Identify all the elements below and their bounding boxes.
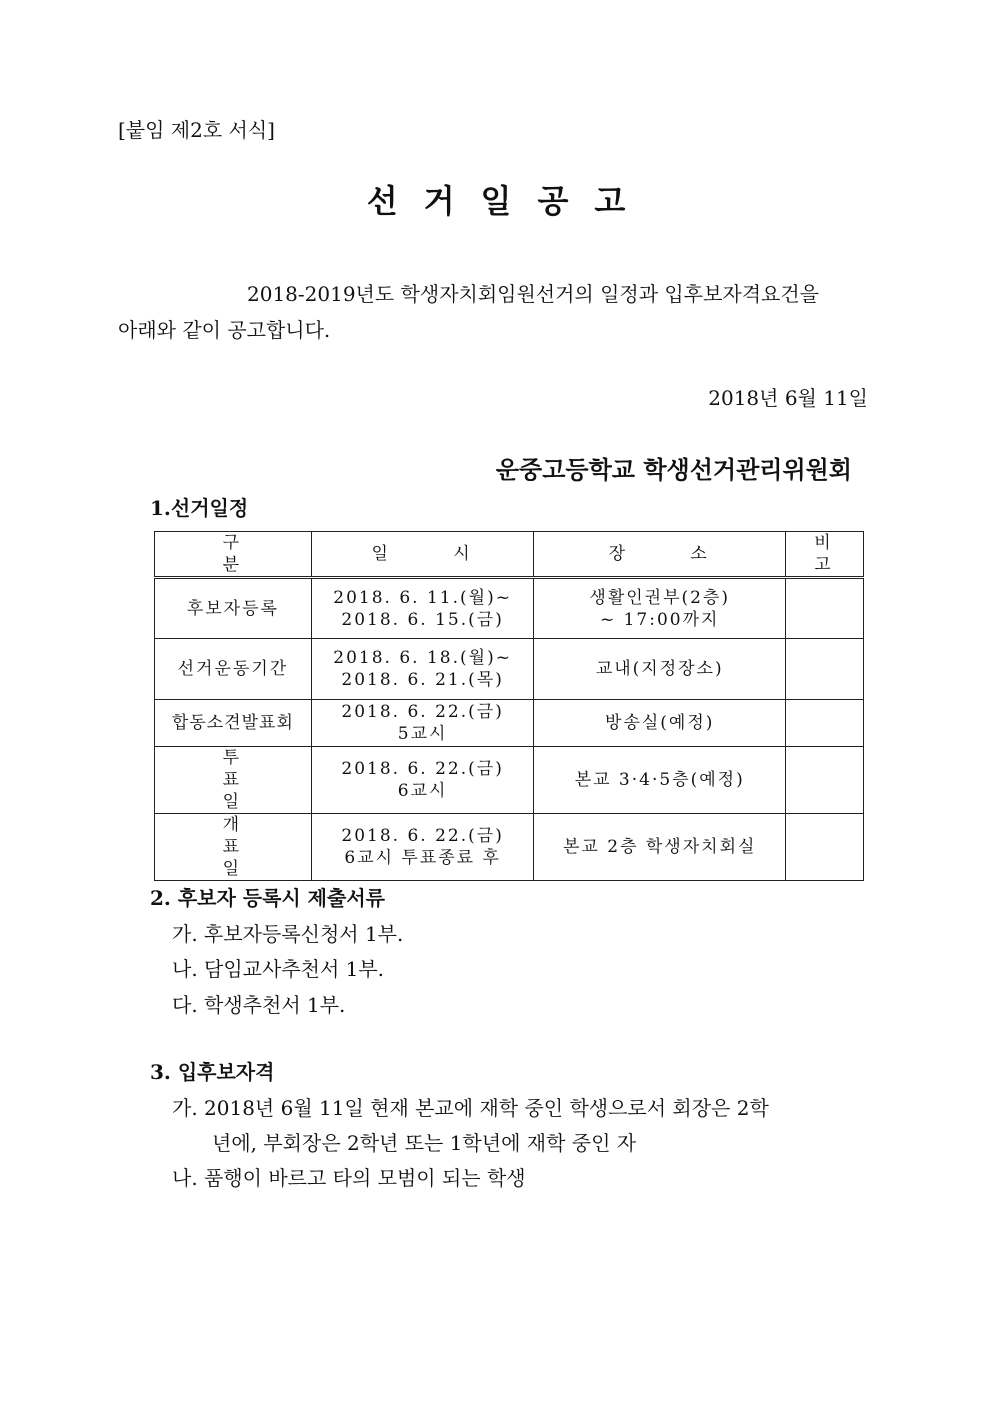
row-note [786,578,864,639]
datetime-line: 2018. 6. 11.(월)~ [333,587,512,608]
row-datetime [311,814,534,881]
row-place: 본교 3·4·5층(예정) [534,747,786,814]
datetime-line: 2018. 6. 21.(목) [341,670,504,690]
datetime-line: 2018. 6. 22.(금) [341,702,504,722]
row-place [534,578,786,639]
committee-name: 운중고등학교 학생선거관리위원회 [495,455,852,484]
intro-line-2: 아래와 같이 공고합니다. [118,318,331,342]
row-datetime [311,639,534,700]
election-schedule-table [154,531,864,881]
row-category: 선거운동기간 [155,639,312,700]
table-row [155,639,864,700]
row-datetime [311,747,534,814]
list-item: 다. 학생추천서 1부. [172,993,346,1017]
datetime-line: 6교시 투표종료 후 [344,848,501,868]
datetime-line: 5교시 [397,724,448,744]
datetime-line: 2018. 6. 18.(월)~ [333,648,512,668]
list-item: 가. 후보자등록신청서 1부. [172,922,404,946]
datetime-line: 2018. 6. 15.(금) [341,609,504,630]
form-label: [붙임 제2호 서식] [118,118,275,142]
column-header-datetime: 일 시 [311,532,534,578]
column-header-place: 장 소 [534,532,786,578]
place-line: 생활인권부(2층) [589,587,731,608]
table-row [155,578,864,639]
row-note [786,639,864,700]
announcement-date: 2018년 6월 11일 [708,386,868,410]
row-category: 개 표 일 [155,814,312,881]
table-row [155,747,864,814]
place-line: ~ 17:00까지 [599,609,720,630]
table-row [155,814,864,881]
column-header-category: 구 분 [155,532,312,578]
row-category: 투 표 일 [155,747,312,814]
row-place: 본교 2층 학생자치회실 [534,814,786,881]
section-3-heading: 3. 입후보자격 [150,1060,275,1084]
table-header-row [155,532,864,578]
column-header-note: 비 고 [786,532,864,578]
row-category: 후보자등록 [155,578,312,639]
list-item: 나. 담임교사추천서 1부. [172,957,385,981]
row-note [786,700,864,747]
row-note [786,747,864,814]
row-category: 합동소견발표회 [155,700,312,747]
document-title: 선거일공고 [366,182,652,220]
table-row [155,700,864,747]
row-place: 방송실(예정) [534,700,786,747]
row-datetime [311,578,534,639]
row-note [786,814,864,881]
section-2-heading: 2. 후보자 등록시 제출서류 [150,886,385,910]
list-item-continuation: 년에, 부회장은 2학년 또는 1학년에 재학 중인 자 [212,1131,637,1155]
section-1-heading: 1.선거일정 [150,496,249,520]
list-item: 가. 2018년 6월 11일 현재 본교에 재학 중인 학생으로서 회장은 2학 [172,1096,769,1120]
datetime-line: 2018. 6. 22.(금) [341,759,504,779]
datetime-line: 2018. 6. 22.(금) [341,826,504,846]
row-datetime [311,700,534,747]
datetime-line: 6교시 [397,781,448,801]
row-place: 교내(지정장소) [534,639,786,700]
intro-line-1: 2018-2019년도 학생자치회임원선거의 일정과 입후보자격요건을 [247,282,819,306]
list-item: 나. 품행이 바르고 타의 모범이 되는 학생 [172,1166,526,1190]
